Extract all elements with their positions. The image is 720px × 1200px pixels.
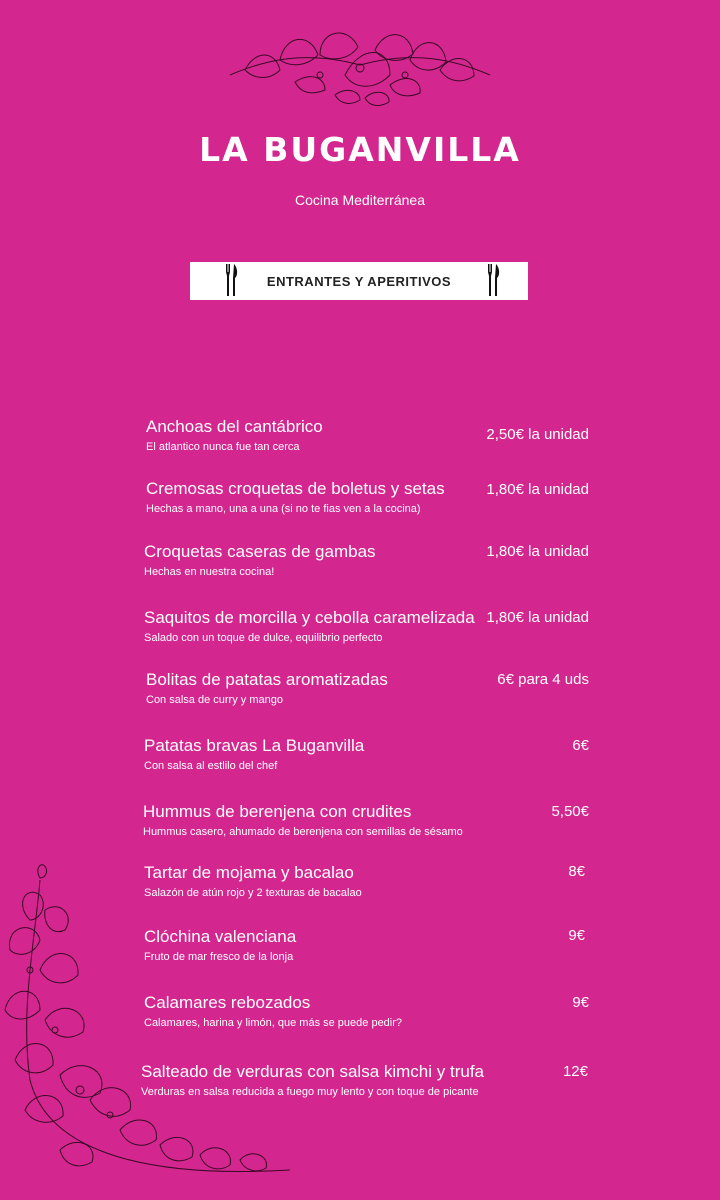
menu-item (143, 802, 463, 839)
menu-item (146, 417, 323, 454)
menu-item-description: Verduras en salsa reducida a fuego muy lento y con toque de picante (141, 1086, 479, 1098)
bougainvillea-branch-icon (0, 860, 300, 1200)
menu-item-name: Salteado de verduras con salsa kimchi y trufa (141, 1062, 485, 1081)
menu-item-price: 12€ (562, 1063, 588, 1080)
menu-item-name: Cremosas croquetas de boletus y setas (146, 479, 445, 498)
menu-item-description: El atlantico nunca fue tan cerca (146, 441, 300, 453)
menu-item-price: 8€ (568, 863, 585, 880)
menu-item (144, 736, 364, 773)
menu-item (146, 479, 445, 516)
menu-item-price: 9€ (568, 927, 585, 944)
menu-item-name: Hummus de berenjena con crudites (143, 802, 412, 821)
menu-item-description: Calamares, harina y limón, que más se puede pedir? (144, 1017, 403, 1029)
menu-item-description: Salado con un toque de dulce, equilibrio perfecto (144, 632, 383, 644)
section-banner (190, 262, 528, 300)
menu-item-description: Con salsa al estlilo del chef (144, 760, 278, 772)
menu-item-description: Salazón de atún rojo y 2 texturas de bacalao (144, 887, 362, 899)
menu-item-description: Hechas a mano, una a una (si no te fias ven a la cocina) (146, 503, 421, 515)
menu-item-price: 2,50€ la unidad (486, 426, 589, 443)
cutlery-icon (224, 264, 240, 298)
menu-item-description: Con salsa de curry y mango (146, 694, 283, 706)
menu-item-description: Fruto de mar fresco de la lonja (144, 951, 294, 963)
menu-item-price: 1,80€ la unidad (486, 481, 589, 498)
restaurant-name: LA BUGANVILLA (199, 130, 521, 169)
menu-item (146, 670, 388, 707)
menu-item-price: 9€ (572, 994, 589, 1011)
menu-item-name: Bolitas de patatas aromatizadas (146, 670, 388, 689)
menu-item-name: Tartar de mojama y bacalao (144, 863, 354, 882)
menu-item-price: 1,80€ la unidad (486, 543, 589, 560)
menu-item-name: Saquitos de morcilla y cebolla caramelizada (144, 608, 475, 627)
menu-item-description: Hummus casero, ahumado de berenjena con semillas de sésamo (143, 826, 463, 838)
restaurant-subtitle: Cocina Mediterránea (295, 192, 425, 208)
section-title: ENTRANTES Y APERITIVOS (266, 273, 452, 289)
menu-item-name: Patatas bravas La Buganvilla (144, 736, 365, 755)
menu-item-price: 6€ para 4 uds (497, 671, 589, 688)
menu-item-name: Croquetas caseras de gambas (144, 542, 376, 561)
menu-item (144, 608, 475, 645)
floral-garland-icon (225, 20, 495, 110)
menu-item-price: 5,50€ (551, 803, 589, 820)
cutlery-icon (486, 264, 502, 298)
menu-item-name: Calamares rebozados (144, 993, 311, 1012)
menu-item-name: Anchoas del cantábrico (146, 417, 323, 436)
menu-item-price: 1,80€ la unidad (486, 609, 589, 626)
menu-item (144, 542, 376, 579)
menu-item-name: Clóchina valenciana (144, 927, 297, 946)
menu-item-price: 6€ (572, 737, 589, 754)
menu-item-description: Hechas en nuestra cocina! (144, 566, 275, 578)
